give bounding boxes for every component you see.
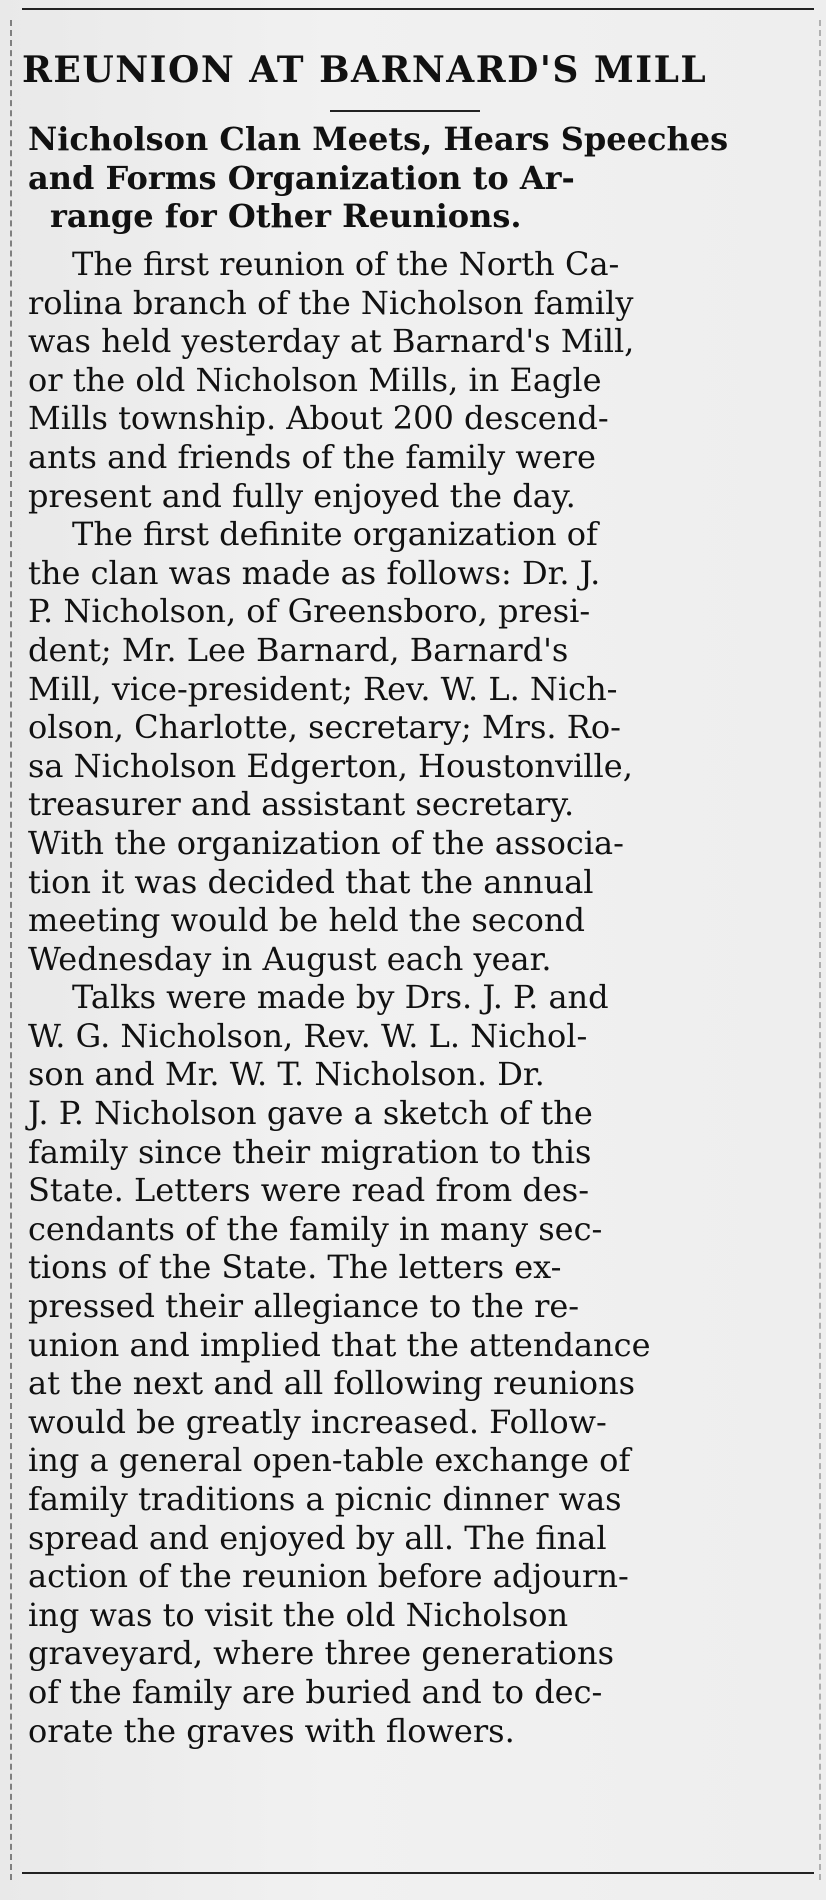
text-line: the clan was made as follows: Dr. J. xyxy=(28,553,601,592)
text-line: State. Letters were read from des- xyxy=(28,1171,590,1210)
text-line: Mill, vice-president; Rev. W. L. Nich- xyxy=(28,669,618,708)
text-line: son and Mr. W. T. Nicholson. Dr. xyxy=(28,1055,545,1094)
right-column-rule xyxy=(819,20,822,1880)
subheadline-line: and Forms Organization to Ar- xyxy=(28,158,575,197)
text-line: dent; Mr. Lee Barnard, Barnard's xyxy=(28,630,569,669)
text-line: rolina branch of the Nicholson family xyxy=(28,283,634,322)
text-line: action of the reunion before adjourn- xyxy=(28,1557,629,1596)
paragraph-2 xyxy=(28,515,798,978)
text-line: spread and enjoyed by all. The final xyxy=(28,1518,607,1557)
text-line: family since their migration to this xyxy=(28,1132,592,1171)
text-line: Wednesday in August each year. xyxy=(28,939,552,978)
subheadline-line: range for Other Reunions. xyxy=(50,197,522,235)
text-line: union and implied that the attendance xyxy=(28,1325,651,1364)
text-line: ants and friends of the family were xyxy=(28,437,596,476)
text-line: olson, Charlotte, secretary; Mrs. Ro- xyxy=(28,708,621,747)
text-line: J. P. Nicholson gave a sketch of the xyxy=(28,1094,593,1133)
text-line: tions of the State. The letters ex- xyxy=(28,1248,562,1287)
text-line: W. G. Nicholson, Rev. W. L. Nichol- xyxy=(28,1016,588,1055)
text-line: meeting would be held the second xyxy=(28,901,585,940)
subheadline-line: Nicholson Clan Meets, Hears Speeches xyxy=(28,120,729,158)
text-line: would be greatly increased. Follow- xyxy=(28,1402,607,1441)
text-line: at the next and all following reunions xyxy=(28,1364,636,1403)
article-subheadline xyxy=(28,120,798,236)
text-line: tion it was decided that the annual xyxy=(28,862,594,901)
text-line: sa Nicholson Edgerton, Houstonville, xyxy=(28,746,633,785)
paragraph-3 xyxy=(28,978,798,1750)
article-headline: REUNION AT BARNARD'S MILL xyxy=(22,49,708,91)
text-line: treasurer and assistant secretary. xyxy=(28,785,575,824)
top-column-rule xyxy=(22,8,814,10)
text-line: pressed their allegiance to the re- xyxy=(28,1287,580,1326)
bottom-column-rule xyxy=(22,1872,814,1874)
text-line: cendants of the family in many sec- xyxy=(28,1209,603,1248)
text-line: The first reunion of the North Ca- xyxy=(72,245,620,283)
text-line: of the family are buried and to dec- xyxy=(28,1672,603,1711)
headline-underline xyxy=(330,110,480,112)
left-column-rule xyxy=(10,20,13,1880)
text-line: P. Nicholson, of Greensboro, presi- xyxy=(28,592,591,631)
text-line: Mills township. About 200 descend- xyxy=(28,399,609,438)
text-line: The first definite organization of xyxy=(72,515,598,554)
text-line: was held yesterday at Barnard's Mill, xyxy=(28,322,635,361)
text-line: orate the graves with flowers. xyxy=(28,1711,515,1750)
text-line: ing a general open-table exchange of xyxy=(28,1441,631,1480)
article-body xyxy=(28,245,798,1750)
paragraph-1 xyxy=(28,245,798,515)
text-line: family traditions a picnic dinner was xyxy=(28,1480,622,1518)
text-line: Talks were made by Drs. J. P. and xyxy=(72,978,609,1017)
text-line: graveyard, where three generations xyxy=(28,1634,615,1673)
text-line: or the old Nicholson Mills, in Eagle xyxy=(28,360,602,399)
text-line: With the organization of the associa- xyxy=(28,823,624,862)
text-line: present and fully enjoyed the day. xyxy=(28,476,576,515)
text-line: ing was to visit the old Nicholson xyxy=(28,1595,569,1634)
